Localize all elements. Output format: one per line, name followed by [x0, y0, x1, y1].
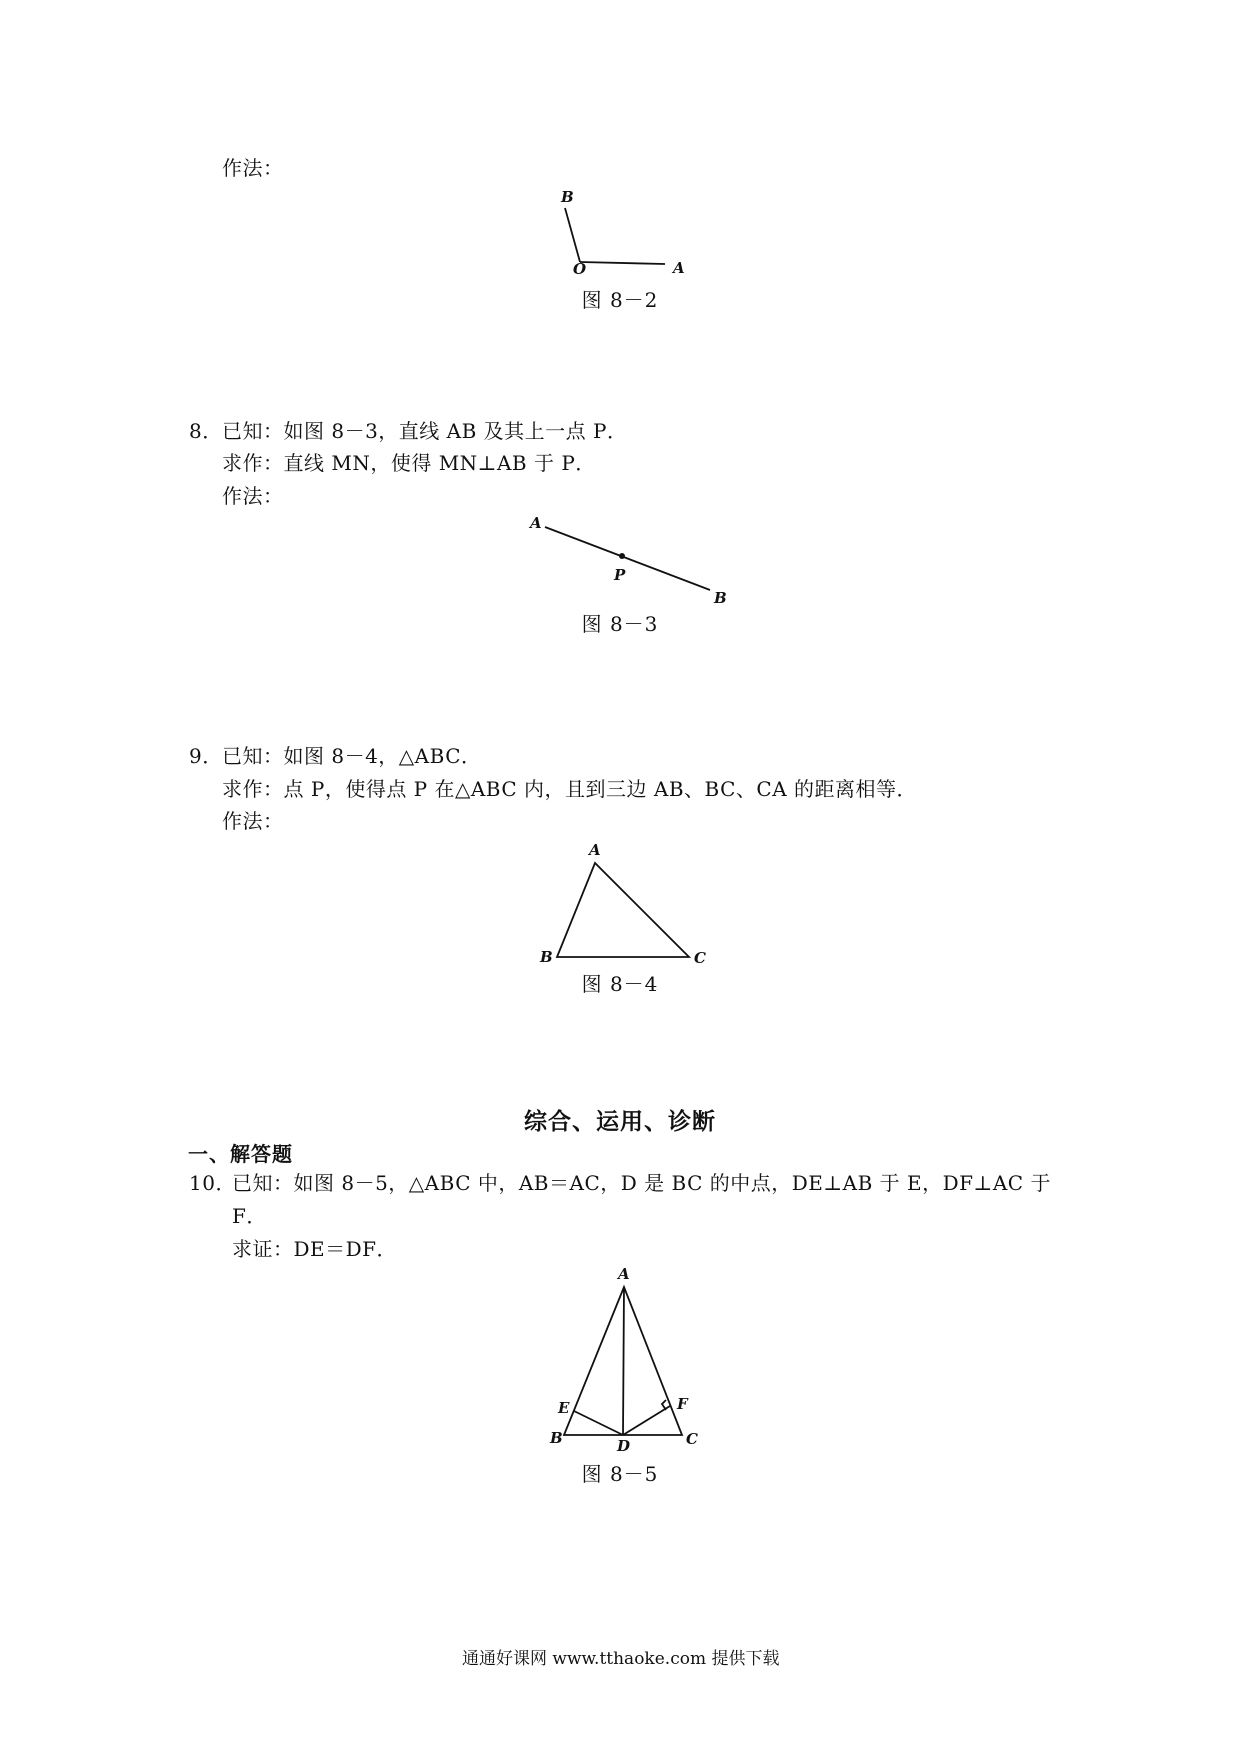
right-angle-mark-f: [662, 1400, 666, 1410]
figure-8-5-caption: 图 8－5: [581, 1462, 659, 1486]
q8-given: 已知：如图 8－3，直线 AB 及其上一点 P．: [222, 419, 628, 443]
segment-df: [623, 1406, 670, 1435]
line-ab: [545, 527, 710, 590]
q8-method-label: 作法：: [222, 484, 284, 508]
label-f: F: [677, 1395, 688, 1413]
q10-given-line2: F．: [232, 1204, 267, 1228]
segment-ad: [623, 1287, 624, 1435]
figure-8-2-caption: 图 8－2: [581, 288, 659, 312]
figure-8-2: [540, 180, 720, 280]
q7-method-label: 作法：: [222, 156, 284, 180]
figure-8-4: [530, 835, 730, 975]
q9-number: 9．: [189, 744, 223, 768]
figure-8-4-caption: 图 8－4: [581, 972, 659, 996]
q8-number: 8．: [189, 419, 223, 443]
q9-given: 已知：如图 8－4，△ABC．: [222, 744, 482, 768]
label-a: A: [589, 841, 601, 859]
q10-number: 10．: [189, 1171, 236, 1195]
section-title: 综合、运用、诊断: [524, 1108, 716, 1135]
figure-8-3-caption: 图 8－3: [581, 612, 659, 636]
triangle-abc: [557, 863, 689, 957]
q8-required: 求作：直线 MN，使得 MN⊥AB 于 P．: [222, 451, 596, 475]
q10-given-line1: 已知：如图 8－5，△ABC 中，AB＝AC，D 是 BC 的中点，DE⊥AB 于 E，DF⊥AC 于: [232, 1171, 1051, 1195]
point-p: [619, 553, 625, 559]
label-c: C: [694, 949, 706, 967]
segment-de: [574, 1411, 623, 1435]
figure-8-3: [520, 505, 740, 605]
section-subtitle: 一、解答题: [188, 1142, 293, 1166]
label-a: A: [618, 1265, 630, 1283]
segment-ob: [565, 208, 580, 262]
label-c: C: [686, 1430, 698, 1448]
label-b: B: [561, 188, 574, 206]
label-e: E: [558, 1399, 570, 1417]
q9-required: 求作：点 P，使得点 P 在△ABC 内，且到三边 AB、BC、CA 的距离相等．: [222, 777, 918, 801]
label-b: B: [540, 948, 553, 966]
label-b: B: [550, 1429, 563, 1447]
label-a: A: [673, 259, 685, 277]
q10-prove: 求证：DE＝DF．: [232, 1237, 398, 1261]
label-a: A: [530, 514, 542, 532]
label-d: D: [617, 1437, 631, 1455]
figure-8-5: [530, 1255, 730, 1455]
label-b: B: [714, 589, 727, 607]
segment-oa: [580, 262, 665, 264]
footer-text: 通通好课网 www.tthaoke.com 提供下载: [462, 1649, 780, 1669]
label-o: O: [573, 260, 587, 278]
label-p: P: [614, 566, 626, 584]
q9-method-label: 作法：: [222, 809, 284, 833]
